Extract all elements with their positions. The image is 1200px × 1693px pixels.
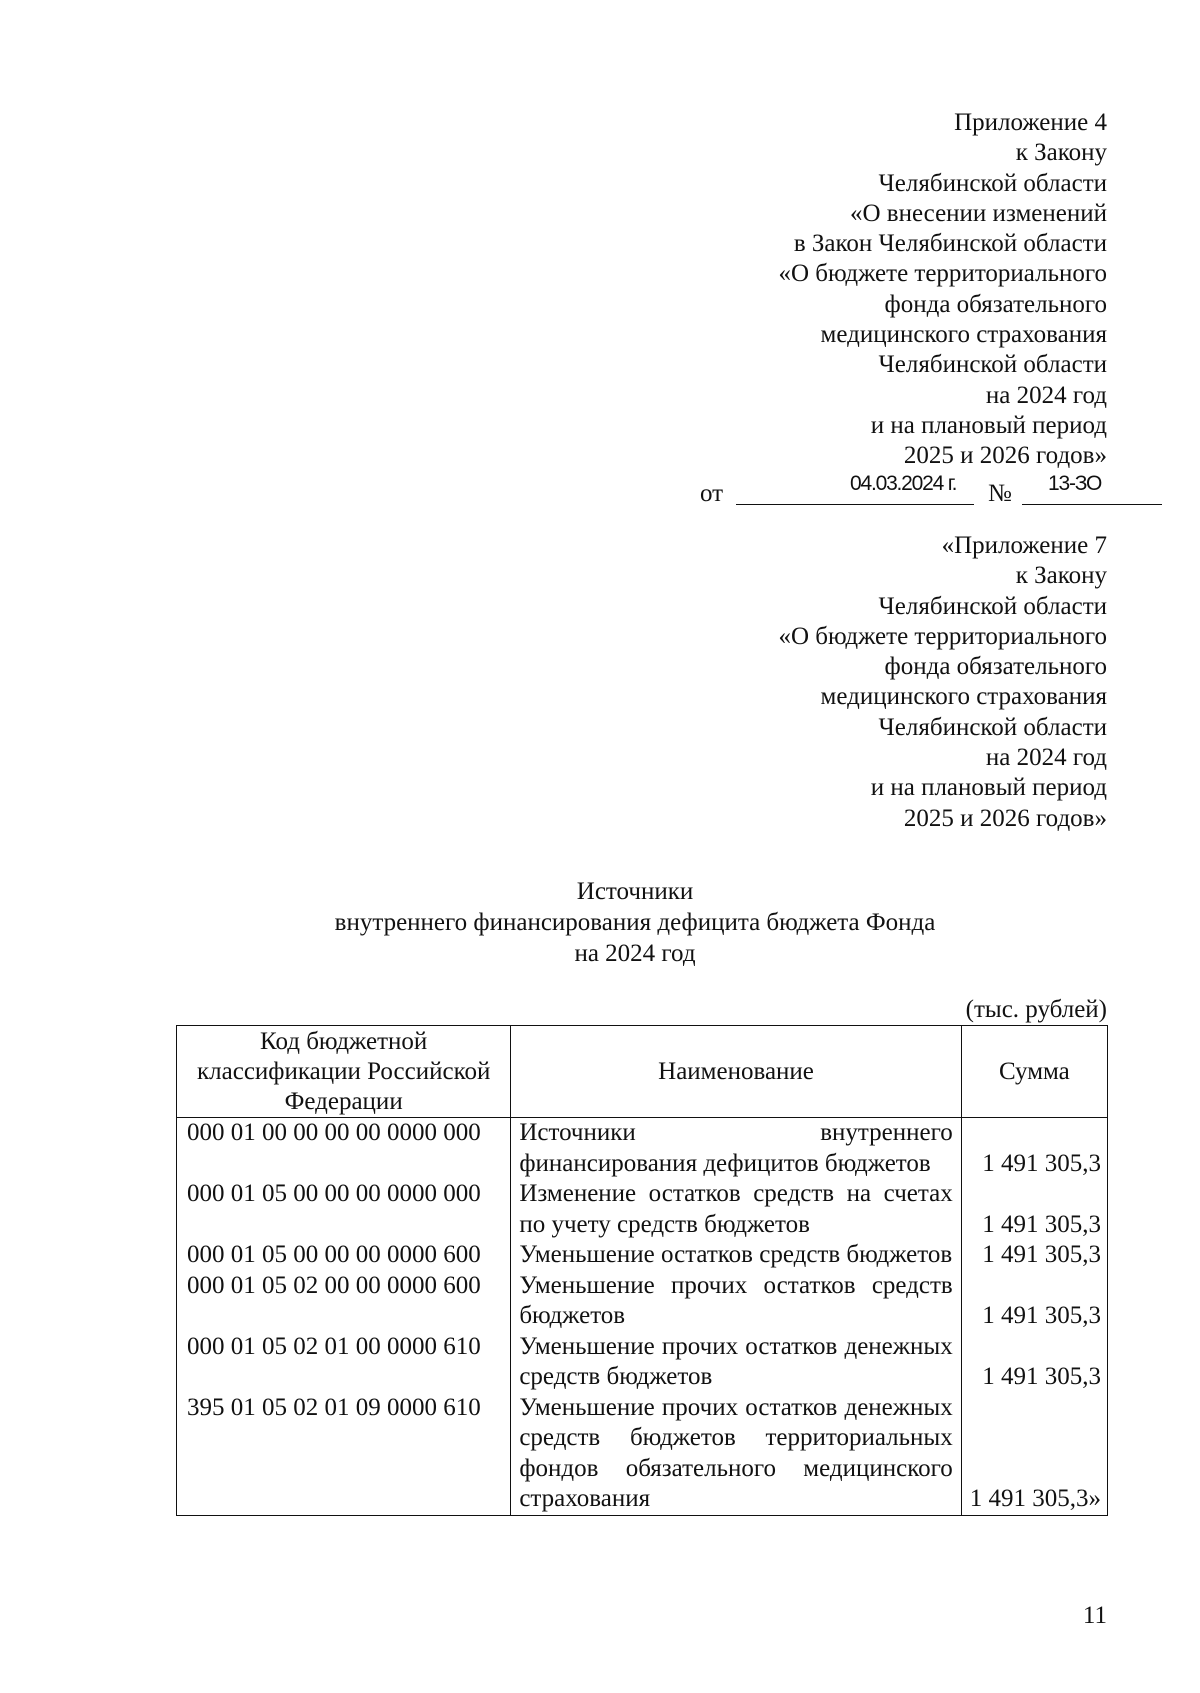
item-name: Уменьшение прочих остатков средств бюджетов xyxy=(511,1271,961,1332)
item-name: Уменьшение прочих остатков денежных средств бюджетов xyxy=(511,1332,961,1393)
law-date: 04.03.2024 г. xyxy=(850,472,957,495)
item-sum: 1 491 305,3 xyxy=(961,1118,1107,1180)
item-sum: 1 491 305,3» xyxy=(961,1393,1107,1516)
item-name: Уменьшение прочих остатков денежных средств бюджетов территориальных фондов обязательного медицинского страхования xyxy=(511,1393,961,1516)
annex-header-line: Челябинской области xyxy=(878,169,1107,197)
budget-code: 000 01 05 00 00 00 0000 000 xyxy=(177,1179,511,1240)
item-sum: 1 491 305,3 xyxy=(961,1271,1107,1332)
item-name: Изменение остатков средств на счетах по учету средств бюджетов xyxy=(511,1179,961,1240)
table-row xyxy=(177,1240,1108,1271)
annex-quoted-header xyxy=(778,531,1107,834)
number-label: № xyxy=(988,480,1012,507)
title-line: на 2024 год xyxy=(574,940,696,967)
page-number: 11 xyxy=(1082,1602,1107,1629)
table-row xyxy=(177,1393,1108,1516)
annex-header-line: на 2024 год xyxy=(985,381,1107,409)
document-title xyxy=(175,876,1095,969)
annex-header-line: Приложение 4 xyxy=(954,109,1107,136)
column-header-name: Наименование xyxy=(511,1026,961,1118)
annex-header-line: к Закону xyxy=(1015,139,1107,167)
annex-header-line: 2025 и 2026 годов» xyxy=(903,442,1107,470)
budget-code: 000 01 05 02 00 00 0000 600 xyxy=(177,1271,511,1332)
annex-quoted-line: и на плановый период xyxy=(870,774,1107,802)
title-line: внутреннего финансирования дефицита бюджета Фонда xyxy=(334,909,936,936)
from-label: от xyxy=(700,480,724,507)
annex-quoted-line: «Приложение 7 xyxy=(941,532,1107,559)
annex-quoted-line: Челябинской области xyxy=(878,713,1107,741)
number-underline xyxy=(1022,504,1162,505)
annex-quoted-line: 2025 и 2026 годов» xyxy=(903,804,1107,832)
annex-quoted-line: медицинского страхования xyxy=(820,683,1107,711)
item-sum: 1 491 305,3 xyxy=(961,1332,1107,1393)
financing-sources-table xyxy=(176,1025,1108,1516)
table-row xyxy=(177,1332,1108,1393)
annex-quoted-line: фонда обязательного xyxy=(884,653,1107,681)
table-row xyxy=(177,1271,1108,1332)
item-sum: 1 491 305,3 xyxy=(961,1240,1107,1271)
annex-header-line: медицинского страхования xyxy=(820,321,1107,349)
budget-code: 000 01 05 02 01 00 0000 610 xyxy=(177,1332,511,1393)
annex-quoted-line: к Закону xyxy=(1015,562,1107,590)
annex-header-line: «О внесении изменений xyxy=(849,199,1107,227)
item-name: Источники внутреннего финансирования дефицитов бюджетов xyxy=(511,1118,961,1180)
law-number: 13-ЗО xyxy=(1048,472,1102,495)
annex-quoted-line: Челябинской области xyxy=(878,592,1107,620)
table-header-row xyxy=(177,1026,1108,1118)
budget-code: 000 01 05 00 00 00 0000 600 xyxy=(177,1240,511,1271)
date-underline xyxy=(736,504,974,505)
annex-header-line: «О бюджете территориального xyxy=(778,260,1107,288)
annex-quoted-line: «О бюджете территориального xyxy=(778,622,1107,650)
annex-header-line: фонда обязательного xyxy=(884,290,1107,318)
title-line: Источники xyxy=(576,878,694,905)
item-sum: 1 491 305,3 xyxy=(961,1179,1107,1240)
budget-code: 395 01 05 02 01 09 0000 610 xyxy=(177,1393,511,1516)
budget-code: 000 01 00 00 00 00 0000 000 xyxy=(177,1118,511,1180)
annex-header-line: Челябинской области xyxy=(878,351,1107,379)
law-date-number xyxy=(700,472,1107,507)
annex-header xyxy=(778,108,1107,472)
item-name: Уменьшение остатков средств бюджетов xyxy=(511,1240,961,1271)
annex-header-line: в Закон Челябинской области xyxy=(793,230,1107,258)
table-row xyxy=(177,1118,1108,1180)
annex-quoted-line: на 2024 год xyxy=(985,744,1107,772)
annex-header-line: и на плановый период xyxy=(870,411,1107,439)
column-header-sum: Сумма xyxy=(961,1026,1107,1118)
column-header-code: Код бюджетной классификации Российской Федерации xyxy=(177,1026,511,1118)
table-row xyxy=(177,1179,1108,1240)
unit-label: (тыс. рублей) xyxy=(965,996,1107,1023)
